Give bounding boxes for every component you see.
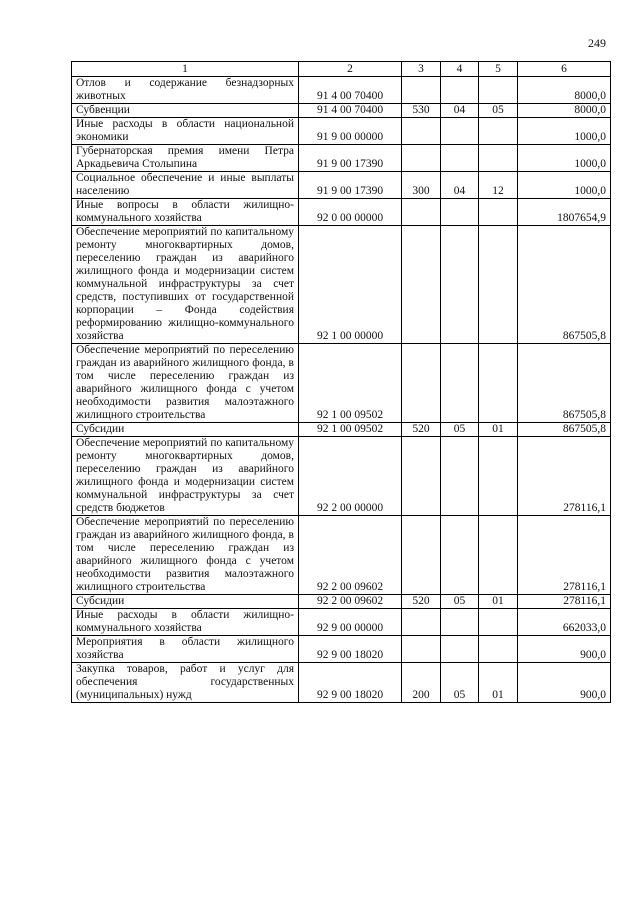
code-cell: 92 2 00 09602 (299, 516, 402, 595)
col5-cell (479, 226, 518, 344)
code-cell: 92 0 00 00000 (299, 199, 402, 226)
code-cell: 91 9 00 17390 (299, 145, 402, 172)
name-cell: Иные расходы в области национальной экономики (72, 118, 299, 145)
table-row (72, 226, 611, 344)
code-cell: 92 9 00 18020 (299, 636, 402, 663)
code-cell: 92 2 00 00000 (299, 437, 402, 516)
code-cell: 91 9 00 00000 (299, 118, 402, 145)
amount-cell: 278116,1 (518, 516, 611, 595)
col3-cell (402, 226, 441, 344)
col4-cell (441, 77, 479, 104)
amount-cell: 900,0 (518, 663, 611, 703)
col5-cell: 12 (479, 172, 518, 199)
col4-cell (441, 145, 479, 172)
col5-cell: 01 (479, 423, 518, 437)
col3-cell (402, 344, 441, 423)
name-cell: Губернаторская премия имени Петра Аркадьевича Столыпина (72, 145, 299, 172)
table-row (72, 437, 611, 516)
col5-cell (479, 609, 518, 636)
header-cell: 6 (518, 62, 611, 77)
col5-cell (479, 437, 518, 516)
name-cell: Обеспечение мероприятий по капитальному ремонту многоквартирных домов, переселению граждан из аварийного жилищного фонда и модернизации систем коммунальной инфраструктуры за счет средств, поступивших от государственной корпорации – Фонда содействия реформированию жилищно-коммунального хозяйства (72, 226, 299, 344)
amount-cell: 867505,8 (518, 344, 611, 423)
table-row (72, 118, 611, 145)
col3-cell: 530 (402, 104, 441, 118)
name-cell: Социальное обеспечение и иные выплаты населению (72, 172, 299, 199)
col3-cell (402, 77, 441, 104)
name-cell: Субсидии (72, 595, 299, 609)
code-cell: 92 1 00 09502 (299, 423, 402, 437)
name-cell: Субвенции (72, 104, 299, 118)
col5-cell (479, 516, 518, 595)
col4-cell (441, 118, 479, 145)
col3-cell (402, 609, 441, 636)
name-cell: Обеспечение мероприятий по капитальному ремонту многоквартирных домов, переселению граждан из аварийного жилищного фонда и модернизации систем коммунальной инфраструктуры за счет средств бюджетов (72, 437, 299, 516)
col5-cell: 01 (479, 663, 518, 703)
table-row (72, 595, 611, 609)
code-cell: 92 9 00 00000 (299, 609, 402, 636)
name-cell: Иные расходы в области жилищно-коммунального хозяйства (72, 609, 299, 636)
col4-cell: 04 (441, 104, 479, 118)
name-cell: Закупка товаров, работ и услуг для обеспечения государственных (муниципальных) нужд (72, 663, 299, 703)
col3-cell: 200 (402, 663, 441, 703)
table-row (72, 663, 611, 703)
amount-cell: 8000,0 (518, 77, 611, 104)
col5-cell (479, 77, 518, 104)
col5-cell: 05 (479, 104, 518, 118)
col5-cell: 01 (479, 595, 518, 609)
page-number: 249 (588, 36, 606, 50)
col3-cell: 300 (402, 172, 441, 199)
amount-cell: 1807654,9 (518, 199, 611, 226)
col5-cell (479, 118, 518, 145)
header-cell: 5 (479, 62, 518, 77)
col4-cell (441, 199, 479, 226)
code-cell: 92 1 00 09502 (299, 344, 402, 423)
amount-cell: 1000,0 (518, 118, 611, 145)
amount-cell: 278116,1 (518, 437, 611, 516)
table-row (72, 145, 611, 172)
header-cell: 4 (441, 62, 479, 77)
amount-cell: 900,0 (518, 636, 611, 663)
table-row (72, 104, 611, 118)
name-cell: Обеспечение мероприятий по переселению граждан из аварийного жилищного фонда, в том числе переселению граждан из аварийного жилищного фонда с учетом необходимости развития малоэтажного жилищного строительства (72, 344, 299, 423)
col5-cell (479, 344, 518, 423)
code-cell: 92 2 00 09602 (299, 595, 402, 609)
amount-cell: 1000,0 (518, 172, 611, 199)
table-row (72, 77, 611, 104)
name-cell: Мероприятия в области жилищного хозяйства (72, 636, 299, 663)
amount-cell: 278116,1 (518, 595, 611, 609)
table-row (72, 172, 611, 199)
col3-cell (402, 145, 441, 172)
amount-cell: 867505,8 (518, 423, 611, 437)
col3-cell (402, 437, 441, 516)
col4-cell (441, 226, 479, 344)
col4-cell (441, 636, 479, 663)
col4-cell (441, 344, 479, 423)
col3-cell (402, 199, 441, 226)
budget-table (71, 61, 611, 703)
header-row (72, 62, 611, 77)
header-cell: 2 (299, 62, 402, 77)
col3-cell: 520 (402, 595, 441, 609)
col5-cell (479, 636, 518, 663)
table-row (72, 636, 611, 663)
col3-cell: 520 (402, 423, 441, 437)
code-cell: 92 9 00 18020 (299, 663, 402, 703)
header-cell: 3 (402, 62, 441, 77)
table-row (72, 423, 611, 437)
table-row (72, 516, 611, 595)
amount-cell: 867505,8 (518, 226, 611, 344)
amount-cell: 1000,0 (518, 145, 611, 172)
name-cell: Отлов и содержание безнадзорных животных (72, 77, 299, 104)
col5-cell (479, 199, 518, 226)
col3-cell (402, 636, 441, 663)
col3-cell (402, 118, 441, 145)
table-row (72, 199, 611, 226)
header-cell: 1 (72, 62, 299, 77)
col4-cell (441, 437, 479, 516)
col4-cell: 05 (441, 423, 479, 437)
table-row (72, 344, 611, 423)
name-cell: Иные вопросы в области жилищно-коммунального хозяйства (72, 199, 299, 226)
col4-cell (441, 516, 479, 595)
col4-cell (441, 609, 479, 636)
code-cell: 92 1 00 00000 (299, 226, 402, 344)
table-row (72, 609, 611, 636)
amount-cell: 662033,0 (518, 609, 611, 636)
col5-cell (479, 145, 518, 172)
code-cell: 91 4 00 70400 (299, 77, 402, 104)
code-cell: 91 4 00 70400 (299, 104, 402, 118)
name-cell: Обеспечение мероприятий по переселению граждан из аварийного жилищного фонда, в том числе переселению граждан из аварийного жилищного фонда с учетом необходимости развития малоэтажного жилищного строительства (72, 516, 299, 595)
code-cell: 91 9 00 17390 (299, 172, 402, 199)
col4-cell: 05 (441, 663, 479, 703)
col4-cell: 04 (441, 172, 479, 199)
name-cell: Субсидии (72, 423, 299, 437)
col3-cell (402, 516, 441, 595)
col4-cell: 05 (441, 595, 479, 609)
amount-cell: 8000,0 (518, 104, 611, 118)
